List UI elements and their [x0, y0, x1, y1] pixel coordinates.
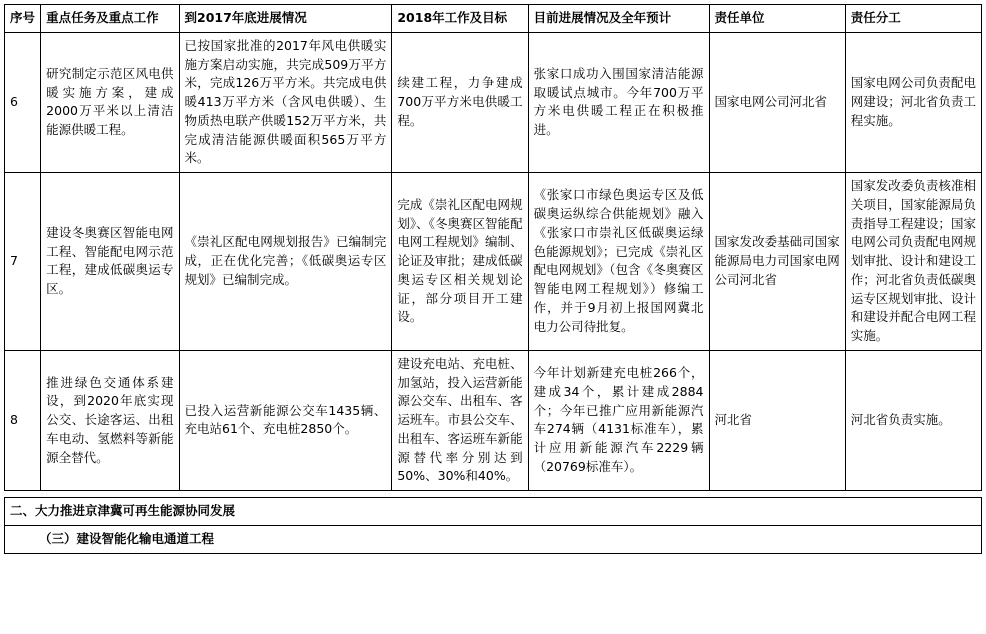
section-heading-main — [5, 498, 982, 526]
cell-task: 建设冬奥赛区智能电网工程、智能配电网示范工程，建成低碳奥运专区。 — [41, 173, 179, 351]
cell-responsibility-split: 国家电网公司负责配电网建设；河北省负责工程实施。 — [845, 32, 981, 172]
cell-index: 8 — [5, 350, 41, 490]
cell-plan-2018: 完成《崇礼区配电网规划》、《冬奥赛区智能配电网工程规划》编制、论证及审批；建成低碳奥运专区相关规划论证，部分项目开工建设。 — [392, 173, 528, 351]
column-header-responsible-unit: 责任单位 — [709, 5, 845, 33]
cell-index: 7 — [5, 173, 41, 351]
section-heading-sub-label: （三）建设智能化输电通道工程 — [5, 525, 982, 553]
column-header-plan-2018: 2018年工作及目标 — [392, 5, 528, 33]
column-header-index: 序号 — [5, 5, 41, 33]
column-header-task: 重点任务及重点工作 — [41, 5, 179, 33]
cell-responsible-unit: 国家电网公司河北省 — [709, 32, 845, 172]
cell-progress-2017: 已投入运营新能源公交车1435辆、充电站61个、充电桩2850个。 — [179, 350, 392, 490]
table-row — [5, 350, 982, 490]
column-header-responsibility-split: 责任分工 — [845, 5, 981, 33]
section-heading-main-label: 二、大力推进京津冀可再生能源协同发展 — [5, 498, 982, 526]
cell-responsible-unit: 河北省 — [709, 350, 845, 490]
cell-plan-2018: 建设充电站、充电桩、加氢站，投入运营新能源公交车、出租车、客运班车。市县公交车、出租车、客运班车新能源替代率分别达到50%、30%和40%。 — [392, 350, 528, 490]
section-headings-table — [4, 497, 982, 554]
table-body — [5, 32, 982, 490]
cell-responsibility-split: 河北省负责实施。 — [845, 350, 981, 490]
cell-plan-2018: 续建工程，力争建成700万平方米电供暖工程。 — [392, 32, 528, 172]
cell-progress-2017: 《崇礼区配电网规划报告》已编制完成，正在优化完善；《低碳奥运专区规划》已编制完成。 — [179, 173, 392, 351]
cell-responsible-unit: 国家发改委基础司国家能源局电力司国家电网公司河北省 — [709, 173, 845, 351]
key-tasks-table — [4, 4, 982, 491]
cell-index: 6 — [5, 32, 41, 172]
cell-progress-2017: 已按国家批准的2017年风电供暖实施方案启动实施，共完成509万平方米，完成126万平方米。共完成电供暖413万平方米（含风电供暖）、生物质热电联产供暖152万平方米，共完成清洁能源供暖面积565万平方米。 — [179, 32, 392, 172]
cell-current-status: 今年计划新建充电桩266个，建成34个，累计建成2884个；今年已推广应用新能源汽车274辆（4131标准车），累计应用新能源汽车2229辆（20769标准车）。 — [528, 350, 709, 490]
table-row — [5, 173, 982, 351]
table-header — [5, 5, 982, 33]
cell-task: 推进绿色交通体系建设，到2020年底实现公交、长途客运、出租车电动、氢燃料等新能源全替代。 — [41, 350, 179, 490]
cell-task: 研究制定示范区风电供暖实施方案，建成2000万平米以上清洁能源供暖工程。 — [41, 32, 179, 172]
section-heading-sub — [5, 525, 982, 553]
cell-current-status: 张家口成功入围国家清洁能源取暖试点城市。今年700万平方米电供暖工程正在积极推进。 — [528, 32, 709, 172]
table-row — [5, 32, 982, 172]
column-header-current-status: 目前进展情况及全年预计 — [528, 5, 709, 33]
cell-responsibility-split: 国家发改委负责核准相关项目，国家能源局负责指导工程建设；国家电网公司负责配电网规划审批、设计和建设工作；河北省负责低碳奥运专区规划审批、设计和建设并配合电网工程实施。 — [845, 173, 981, 351]
column-header-progress-2017: 到2017年底进展情况 — [179, 5, 392, 33]
table-header-row — [5, 5, 982, 33]
cell-current-status: 《张家口市绿色奥运专区及低碳奥运纵综合供能规划》融入《张家口市崇礼区低碳奥运绿色能源规划》；已完成《崇礼区配电网规划》（包含《冬奥赛区智能电网工程规划》）修编工作，并于9月初上报国网冀北电力公司待批复。 — [528, 173, 709, 351]
